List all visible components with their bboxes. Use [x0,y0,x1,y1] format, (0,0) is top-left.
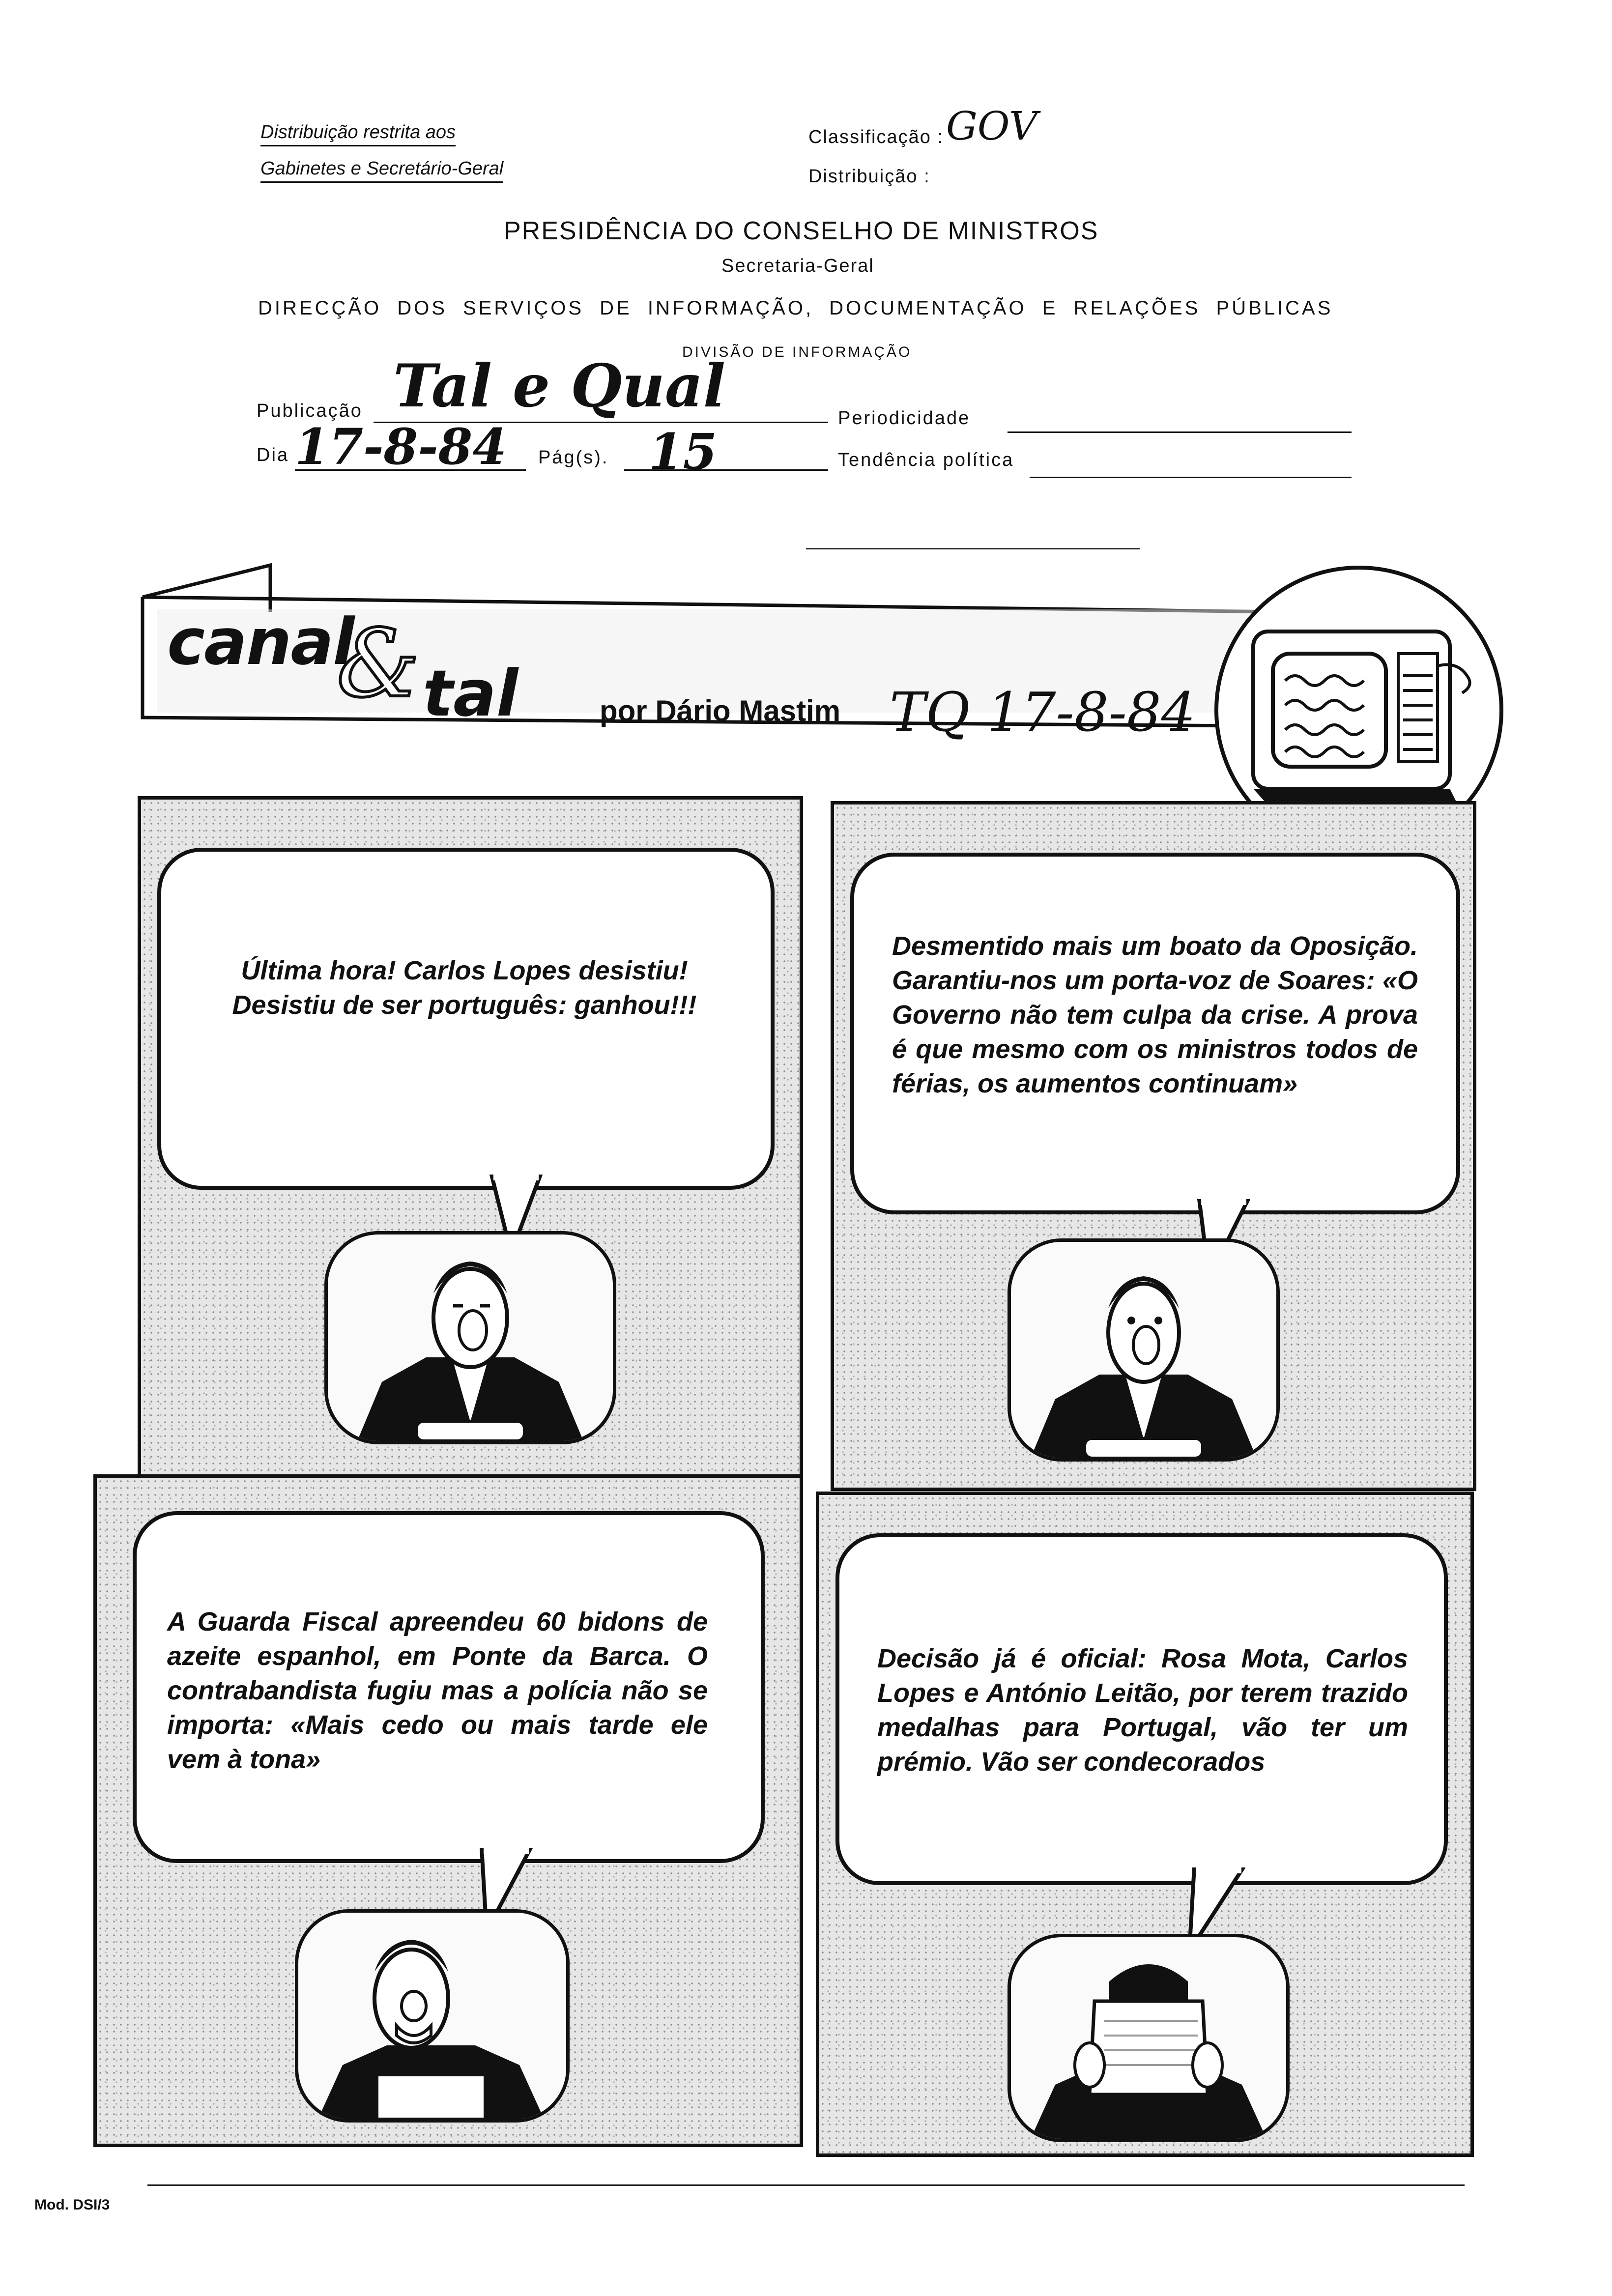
classification-label: Classificação : [808,127,944,147]
byline: por Dário Mastim [600,694,841,727]
divider-rule [806,548,1140,549]
tv-set-icon [1253,631,1470,813]
day-value: 17-8-84 [295,418,507,476]
pages-label: Pág(s). [538,447,609,468]
tendency-line [1030,477,1352,478]
tendency-label: Tendência política [838,450,1014,470]
news-anchor-smiling-icon [298,1913,566,2119]
directorate-title: DIRECÇÃO DOS SERVIÇOS DE INFORMAÇÃO, DOCUMENTAÇÃO E RELAÇÕES PÚBLICAS [258,297,1333,319]
news-anchor-icon [328,1234,613,1441]
tv-screen-4 [1008,1934,1290,2142]
day-label: Dia [257,445,289,465]
periodicity-label: Periodicidade [838,408,971,429]
classification-value: GOV [946,103,1037,149]
restricted-distribution-line2: Gabinetes e Secretário-Geral [260,158,503,183]
publication-value: Tal e Qual [393,351,726,421]
page-subtitle: Secretaria-Geral [721,256,874,276]
tv-screen-2 [1008,1238,1280,1462]
news-anchor-reading-icon [1011,1937,1286,2139]
handwritten-reference: TQ 17-8-84 [890,681,1196,744]
division-title: DIVISÃO DE INFORMAÇÃO [682,344,912,360]
panel-1-text: Última hora! Carlos Lopes desistiu! Desistiu de ser português: ganhou!!! [232,956,697,1020]
panel-4-text: Decisão já é oficial: Rosa Mota, Carlos Lopes e António Leitão, por terem trazido medalhas para Portugal, vão ter um prémio. Vão ser condecorados [877,1644,1408,1777]
tv-screen-1 [324,1231,616,1444]
panel-2-text: Desmentido mais um boato da Oposição. Garantiu-nos um porta-voz de Soares: «O Governo não tem culpa da crise. A prova é que mesmo com os ministros todos de férias, os aumentos continuam» [892,931,1418,1098]
model-code: Mod. DSI/3 [34,2197,110,2213]
footer-rule [147,2184,1465,2186]
panel-3-text: A Guarda Fiscal apreendeu 60 bidons de azeite espanhol, em Ponte da Barca. O contrabandista fugiu mas a polícia não se importa: «Mais cedo ou mais tarde ele vem à tona» [167,1607,708,1774]
distribution-label: Distribuição : [808,166,930,187]
publication-label: Publicação [257,401,363,421]
periodicity-line [1008,431,1352,433]
page-title: PRESIDÊNCIA DO CONSELHO DE MINISTROS [504,217,1099,245]
restricted-distribution-line1: Distribuição restrita aos [260,122,456,146]
pages-value: 15 [649,423,718,481]
tv-screen-3 [295,1909,570,2123]
logo-ampersand: & [337,609,420,718]
news-anchor-icon [1011,1242,1276,1458]
logo-canal: canal [167,604,354,679]
logo-tal: tal [423,656,518,731]
